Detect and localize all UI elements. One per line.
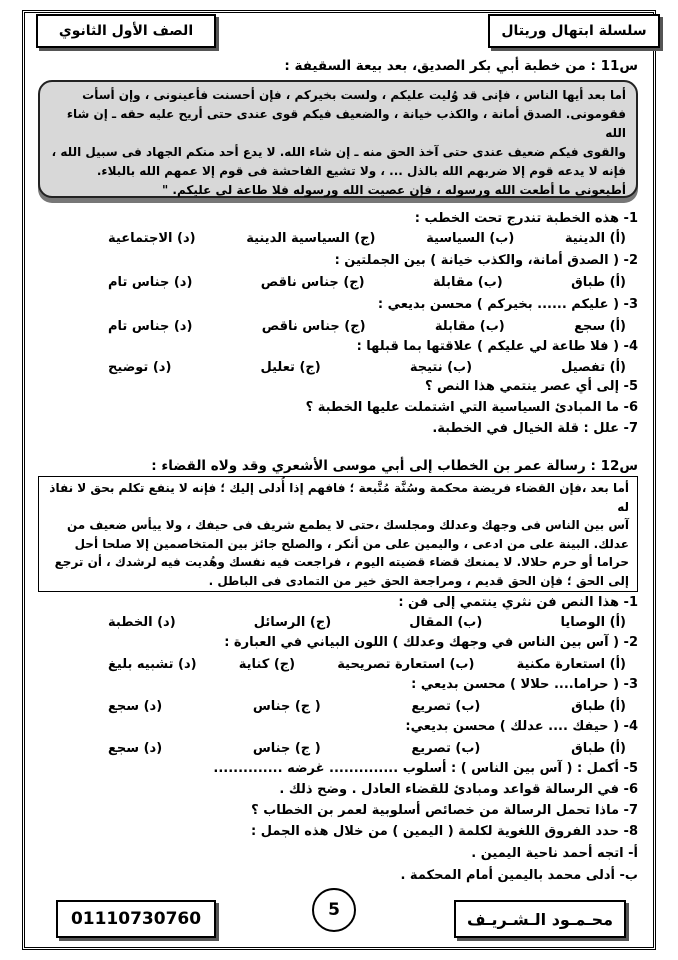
option[interactable]: (د) سجع xyxy=(108,699,163,714)
q11-question-4: 4- ( فلا طاعة لي عليكم ) علاقتها بما قبلها : xyxy=(356,339,638,354)
option[interactable]: (ج) السياسية الدينية xyxy=(246,231,376,246)
option[interactable]: (أ) طباق xyxy=(571,741,626,756)
q11-passage-line: أطيعونى ما أطعت الله ورسوله ، فإن عصيت الله ورسوله فلا طاعة لى عليكم. " xyxy=(162,183,626,197)
option[interactable]: (أ) طباق xyxy=(571,275,626,290)
option[interactable]: (د) جناس تام xyxy=(108,319,193,334)
option[interactable]: (ج) جناس ناقص xyxy=(260,275,365,290)
phone-number: 01110730760 xyxy=(70,909,202,929)
q12-question-5: 5- أكمل : ( آس بين الناس ) : أسلوب .............. غرضه .............. xyxy=(213,761,638,776)
page-number: 5 xyxy=(328,900,340,920)
q11-passage xyxy=(38,80,638,198)
q12-question-8: 8- حدد الفروق اللغوية لكلمة ( اليمين ) من خلال هذه الجمل : xyxy=(251,824,638,839)
option[interactable]: (ج) تعليل xyxy=(260,360,321,375)
q11-question-3: 3- ( عليكم ...... بخيركم ) محسن بديعي : xyxy=(377,297,638,312)
option[interactable]: (ب) السياسية xyxy=(426,231,515,246)
q11-passage-line: والقوى فيكم ضعيف عندى حتى آخذ الحق منه ـ إن شاء الله. لا يدع أحد منكم الجهاد فى سبيل الله ، xyxy=(51,145,626,159)
q11-options-2 xyxy=(108,272,626,294)
q12-options-3 xyxy=(108,696,626,718)
q12-options-4 xyxy=(108,738,626,760)
option[interactable]: (ب) استعارة تصريحية xyxy=(337,657,475,672)
option[interactable]: (أ) تفصيل xyxy=(561,360,626,375)
q11-question-1: 1- هذه الخطبة تندرج تحت الخطب : xyxy=(414,211,638,226)
q11-title: س11 : من خطبة أبي بكر الصديق، بعد بيعة السقيفة : xyxy=(284,58,638,74)
q12-question-1: 1- هذا النص فن نثري ينتمي إلى فن : xyxy=(398,595,638,610)
q12-question-3: 3- ( حراما.... حلالا ) محسن بديعي : xyxy=(411,677,638,692)
option[interactable]: (ب) المقال xyxy=(409,615,483,630)
option[interactable]: (د) تشبيه بليغ xyxy=(108,657,197,672)
q11-options-3 xyxy=(108,316,626,338)
q11-question-5: 5- إلى أي عصر ينتمي هذا النص ؟ xyxy=(424,379,638,394)
option[interactable]: (د) الخطبة xyxy=(108,615,176,630)
q11-options-1 xyxy=(108,228,626,250)
q12-options-2 xyxy=(108,654,626,676)
option[interactable]: ( ج) جناس xyxy=(252,741,321,756)
q11-question-7: 7- علل : قلة الخيال في الخطبة. xyxy=(432,421,638,436)
q12-passage-line: حراما أو حرم حلالا. لا يمنعك قضاء قضيته اليوم ، فراجعت فيه نفسك وهُديت فيه لرشدك ، أن ترجع xyxy=(54,555,629,570)
option[interactable]: (ب) تصريع xyxy=(411,699,481,714)
q12-passage-line: آس بين الناس فى وجهك وعدلك ومجلسك ،حتى لا يطمع شريف فى حيفك ، ولا ييأس ضعيف من xyxy=(66,518,629,533)
q11-question-6: 6- ما المبادئ السياسية التي اشتملت عليها الخطبة ؟ xyxy=(305,400,638,415)
option[interactable]: ( ج) جناس xyxy=(252,699,321,714)
option[interactable]: (أ) طباق xyxy=(571,699,626,714)
q12-passage-line: عدلك. البينة على من ادعى ، واليمين على من أنكر ، والصلح جائز بين المتخاصمين إلا صلحا أحل xyxy=(74,536,629,551)
option[interactable]: (ج) الرسائل xyxy=(253,615,332,630)
option[interactable]: (أ) الدينية xyxy=(564,231,626,246)
q12-question-7: 7- ماذا تحمل الرسالة من خصائص أسلوبية لعمر بن الخطاب ؟ xyxy=(251,803,638,818)
option[interactable]: (د) سجع xyxy=(108,741,163,756)
option[interactable]: (ج) كناية xyxy=(238,657,296,672)
q12-passage xyxy=(38,476,638,592)
q12-passage-line: إلى الحق ؛ فإن الحق قديم ، ومراجعة الحق خير من التمادى فى الباطل . xyxy=(208,573,629,588)
option[interactable]: (أ) سجع xyxy=(574,319,626,334)
option[interactable]: (أ) استعارة مكنية xyxy=(516,657,626,672)
page-number-circle xyxy=(312,888,356,932)
q12-title: س12 : رسالة عمر بن الخطاب إلى أبي موسى الأشعري وقد ولاه القضاء : xyxy=(151,458,638,474)
option[interactable]: (ب) مقابلة xyxy=(434,319,505,334)
q12-passage-line: أما بعد ،فإن القضاء فريضة محكمة وسُنَّة مُتَّبعة ؛ فافهم إذا أُدلى إليك ؛ فإنه لا ينفع تكلم بحق لا نفاذ له xyxy=(49,481,629,514)
q11-passage-line: فقومونى. الصدق أمانة ، والكذب خيانة ، والضعيف فيكم قوى عندى حتى أريح عليه حقه ـ إن شاء الله xyxy=(66,107,626,140)
author-name: محـمـود الـشـريـف xyxy=(466,909,614,929)
q12-question-6: 6- في الرسالة قواعد ومبادئ للقضاء العادل . وضح ذلك . xyxy=(279,782,638,797)
series-title: سلسلة ابتهال وريتال xyxy=(501,23,647,39)
series-title-box xyxy=(488,14,660,48)
q12-sentence-b: ب- أدلى محمد باليمين أمام المحكمة . xyxy=(400,868,638,883)
option[interactable]: (ب) مقابلة xyxy=(432,275,503,290)
q12-question-2: 2- ( آس بين الناس في وجهك وعدلك ) اللون البياني في العبارة : xyxy=(224,635,638,650)
q11-passage-line: فإنه لا يدعه قوم إلا ضربهم الله بالذل ... ، ولا تشيع الفاحشة فى قوم إلا عمهم الله بالبلاء. xyxy=(96,164,626,178)
option[interactable]: (ج) جناس ناقص xyxy=(261,319,366,334)
grade-title-box xyxy=(36,14,216,48)
option[interactable]: (د) توضيح xyxy=(108,360,172,375)
phone-number-box xyxy=(56,900,216,938)
q12-sentence-a: أ- اتجه أحمد ناحية اليمين . xyxy=(471,846,638,861)
grade-title: الصف الأول الثانوي xyxy=(58,23,194,39)
option[interactable]: (د) الاجتماعية xyxy=(108,231,196,246)
q12-options-1 xyxy=(108,612,626,634)
q11-passage-line: أما بعد أيها الناس ، فإنى قد وُليت عليكم ، ولست بخيركم ، فإن أحسنت فأعينونى ، وإن أسأت xyxy=(82,88,626,102)
author-name-box xyxy=(454,900,626,938)
option[interactable]: (أ) الوصايا xyxy=(560,615,626,630)
option[interactable]: (ب) تصريع xyxy=(411,741,481,756)
option[interactable]: (د) جناس تام xyxy=(108,275,193,290)
option[interactable]: (ب) نتيجة xyxy=(409,360,473,375)
q12-question-4: 4- ( حيفك .... عدلك ) محسن بديعي: xyxy=(405,719,638,734)
q11-question-2: 2- ( الصدق أمانة، والكذب خيانة ) بين الجملتين : xyxy=(334,253,638,268)
